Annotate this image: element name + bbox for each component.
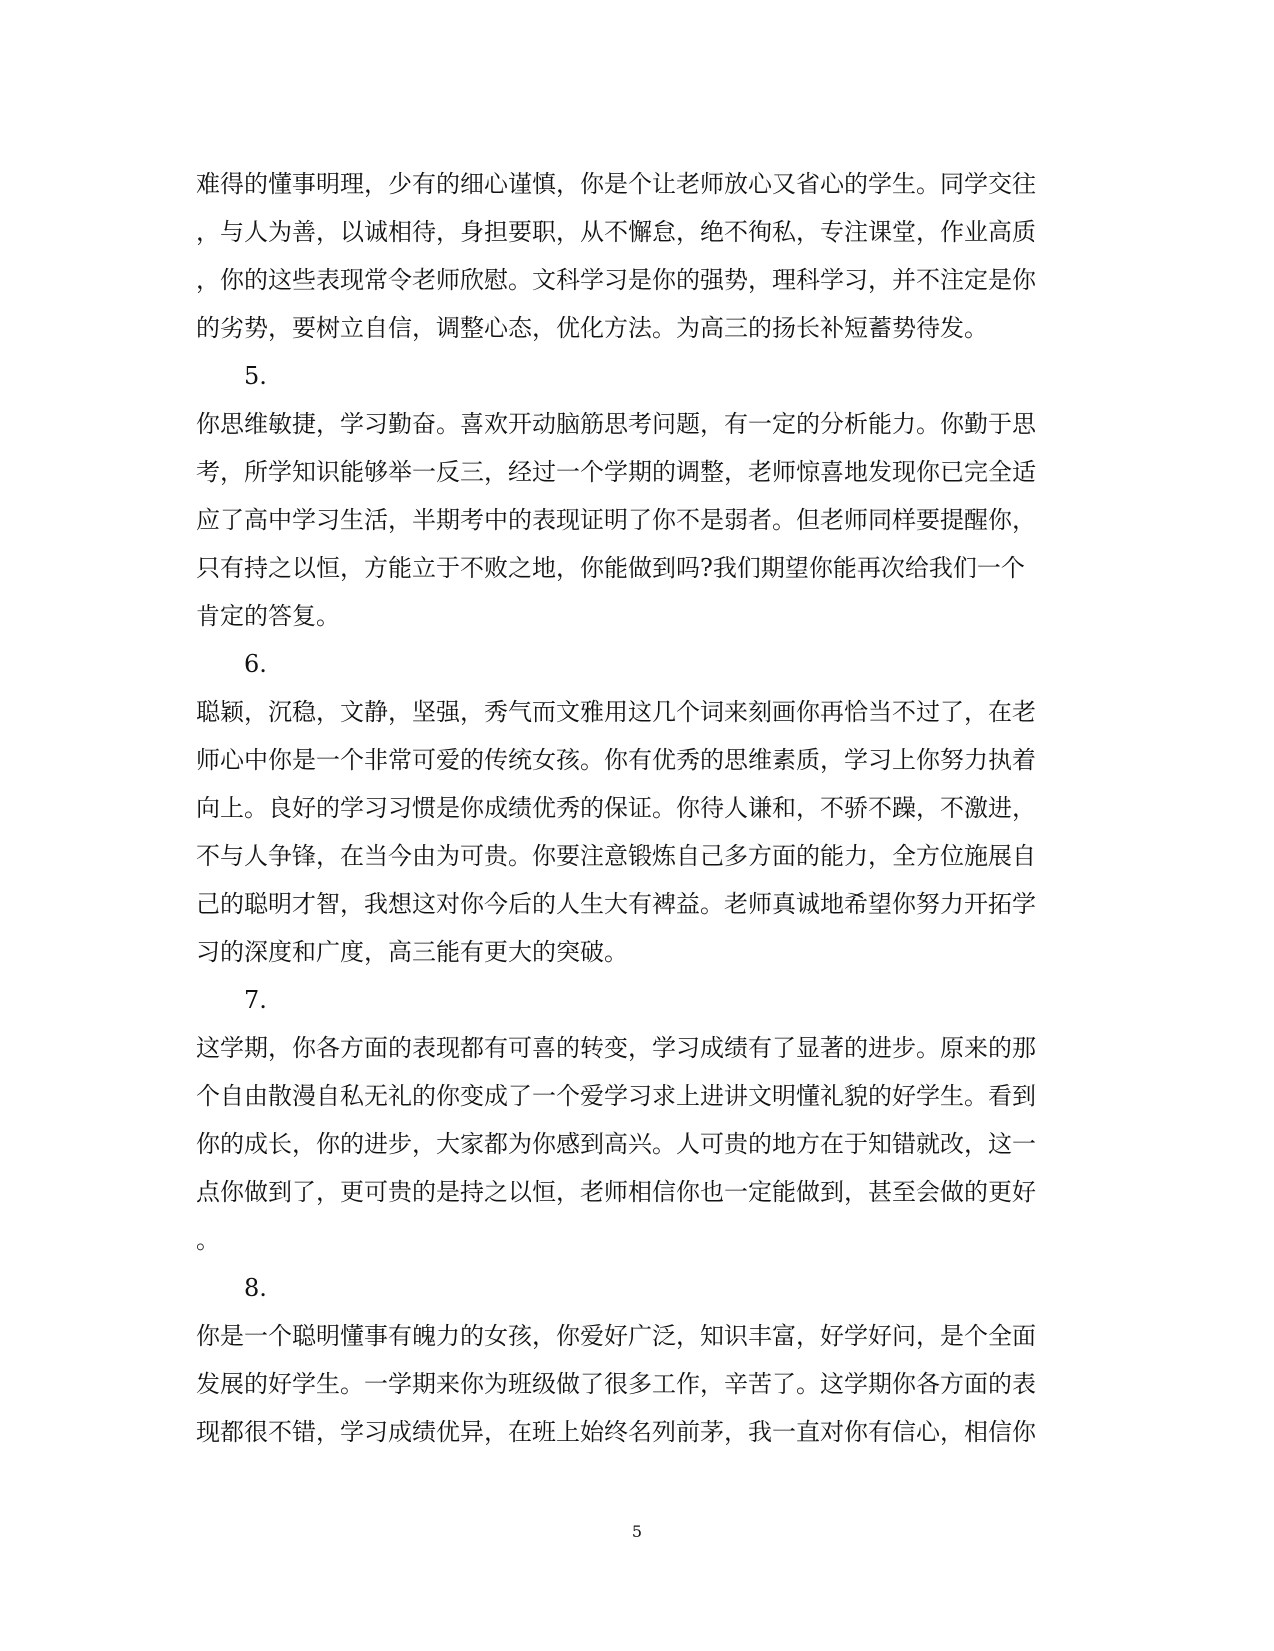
text-line: 这学期，你各方面的表现都有可喜的转变，学习成绩有了显著的进步。原来的那	[196, 1034, 1036, 1062]
text-line: 聪颖，沉稳，文静，坚强，秀气而文雅用这几个词来刻画你再恰当不过了，在老	[196, 698, 1036, 726]
page-number: 5	[631, 1522, 643, 1541]
item-number: 8.	[244, 1274, 267, 1302]
text-line: 难得的懂事明理，少有的细心谨慎，你是个让老师放心又省心的学生。同学交往	[196, 170, 1036, 198]
text-line: ，你的这些表现常令老师欣慰。文科学习是你的强势，理科学习，并不注定是你	[196, 266, 1036, 294]
text-line: 向上。良好的学习习惯是你成绩优秀的保证。你待人谦和，不骄不躁，不激进，	[196, 794, 1036, 822]
text-line: 你思维敏捷，学习勤奋。喜欢开动脑筋思考问题，有一定的分析能力。你勤于思	[196, 410, 1036, 438]
text-line: 现都很不错，学习成绩优异，在班上始终名列前茅，我一直对你有信心，相信你	[196, 1418, 1036, 1446]
text-line: 。	[196, 1226, 220, 1254]
text-line: 的劣势，要树立自信，调整心态，优化方法。为高三的扬长补短蓄势待发。	[196, 314, 988, 342]
text-line: 点你做到了，更可贵的是持之以恒，老师相信你也一定能做到，甚至会做的更好	[196, 1178, 1036, 1206]
text-line: 不与人争锋，在当今由为可贵。你要注意锻炼自己多方面的能力，全方位施展自	[196, 842, 1036, 870]
text-line: 你是一个聪明懂事有魄力的女孩，你爱好广泛，知识丰富，好学好问，是个全面	[196, 1322, 1036, 1350]
text-line: 应了高中学习生活，半期考中的表现证明了你不是弱者。但老师同样要提醒你，	[196, 506, 1036, 534]
text-line: 发展的好学生。一学期来你为班级做了很多工作，辛苦了。这学期你各方面的表	[196, 1370, 1036, 1398]
body-text	[196, 160, 1076, 1456]
item-number: 6.	[244, 650, 267, 678]
text-line: ，与人为善，以诚相待，身担要职，从不懈怠，绝不徇私，专注课堂，作业高质	[196, 218, 1036, 246]
text-line: 你的成长，你的进步，大家都为你感到高兴。人可贵的地方在于知错就改，这一	[196, 1130, 1036, 1158]
text-line: 肯定的答复。	[196, 602, 340, 630]
text-line: 师心中你是一个非常可爱的传统女孩。你有优秀的思维素质，学习上你努力执着	[196, 746, 1036, 774]
item-number: 7.	[244, 986, 267, 1014]
text-line: 考，所学知识能够举一反三，经过一个学期的调整，老师惊喜地发现你已完全适	[196, 458, 1036, 486]
item-number: 5.	[244, 362, 267, 390]
text-line: 个自由散漫自私无礼的你变成了一个爱学习求上进讲文明懂礼貌的好学生。看到	[196, 1082, 1036, 1110]
text-line: 己的聪明才智，我想这对你今后的人生大有裨益。老师真诚地希望你努力开拓学	[196, 890, 1036, 918]
text-line: 习的深度和广度，高三能有更大的突破。	[196, 938, 628, 966]
text-line: 只有持之以恒，方能立于不败之地，你能做到吗?我们期望你能再次给我们一个	[196, 554, 1025, 582]
